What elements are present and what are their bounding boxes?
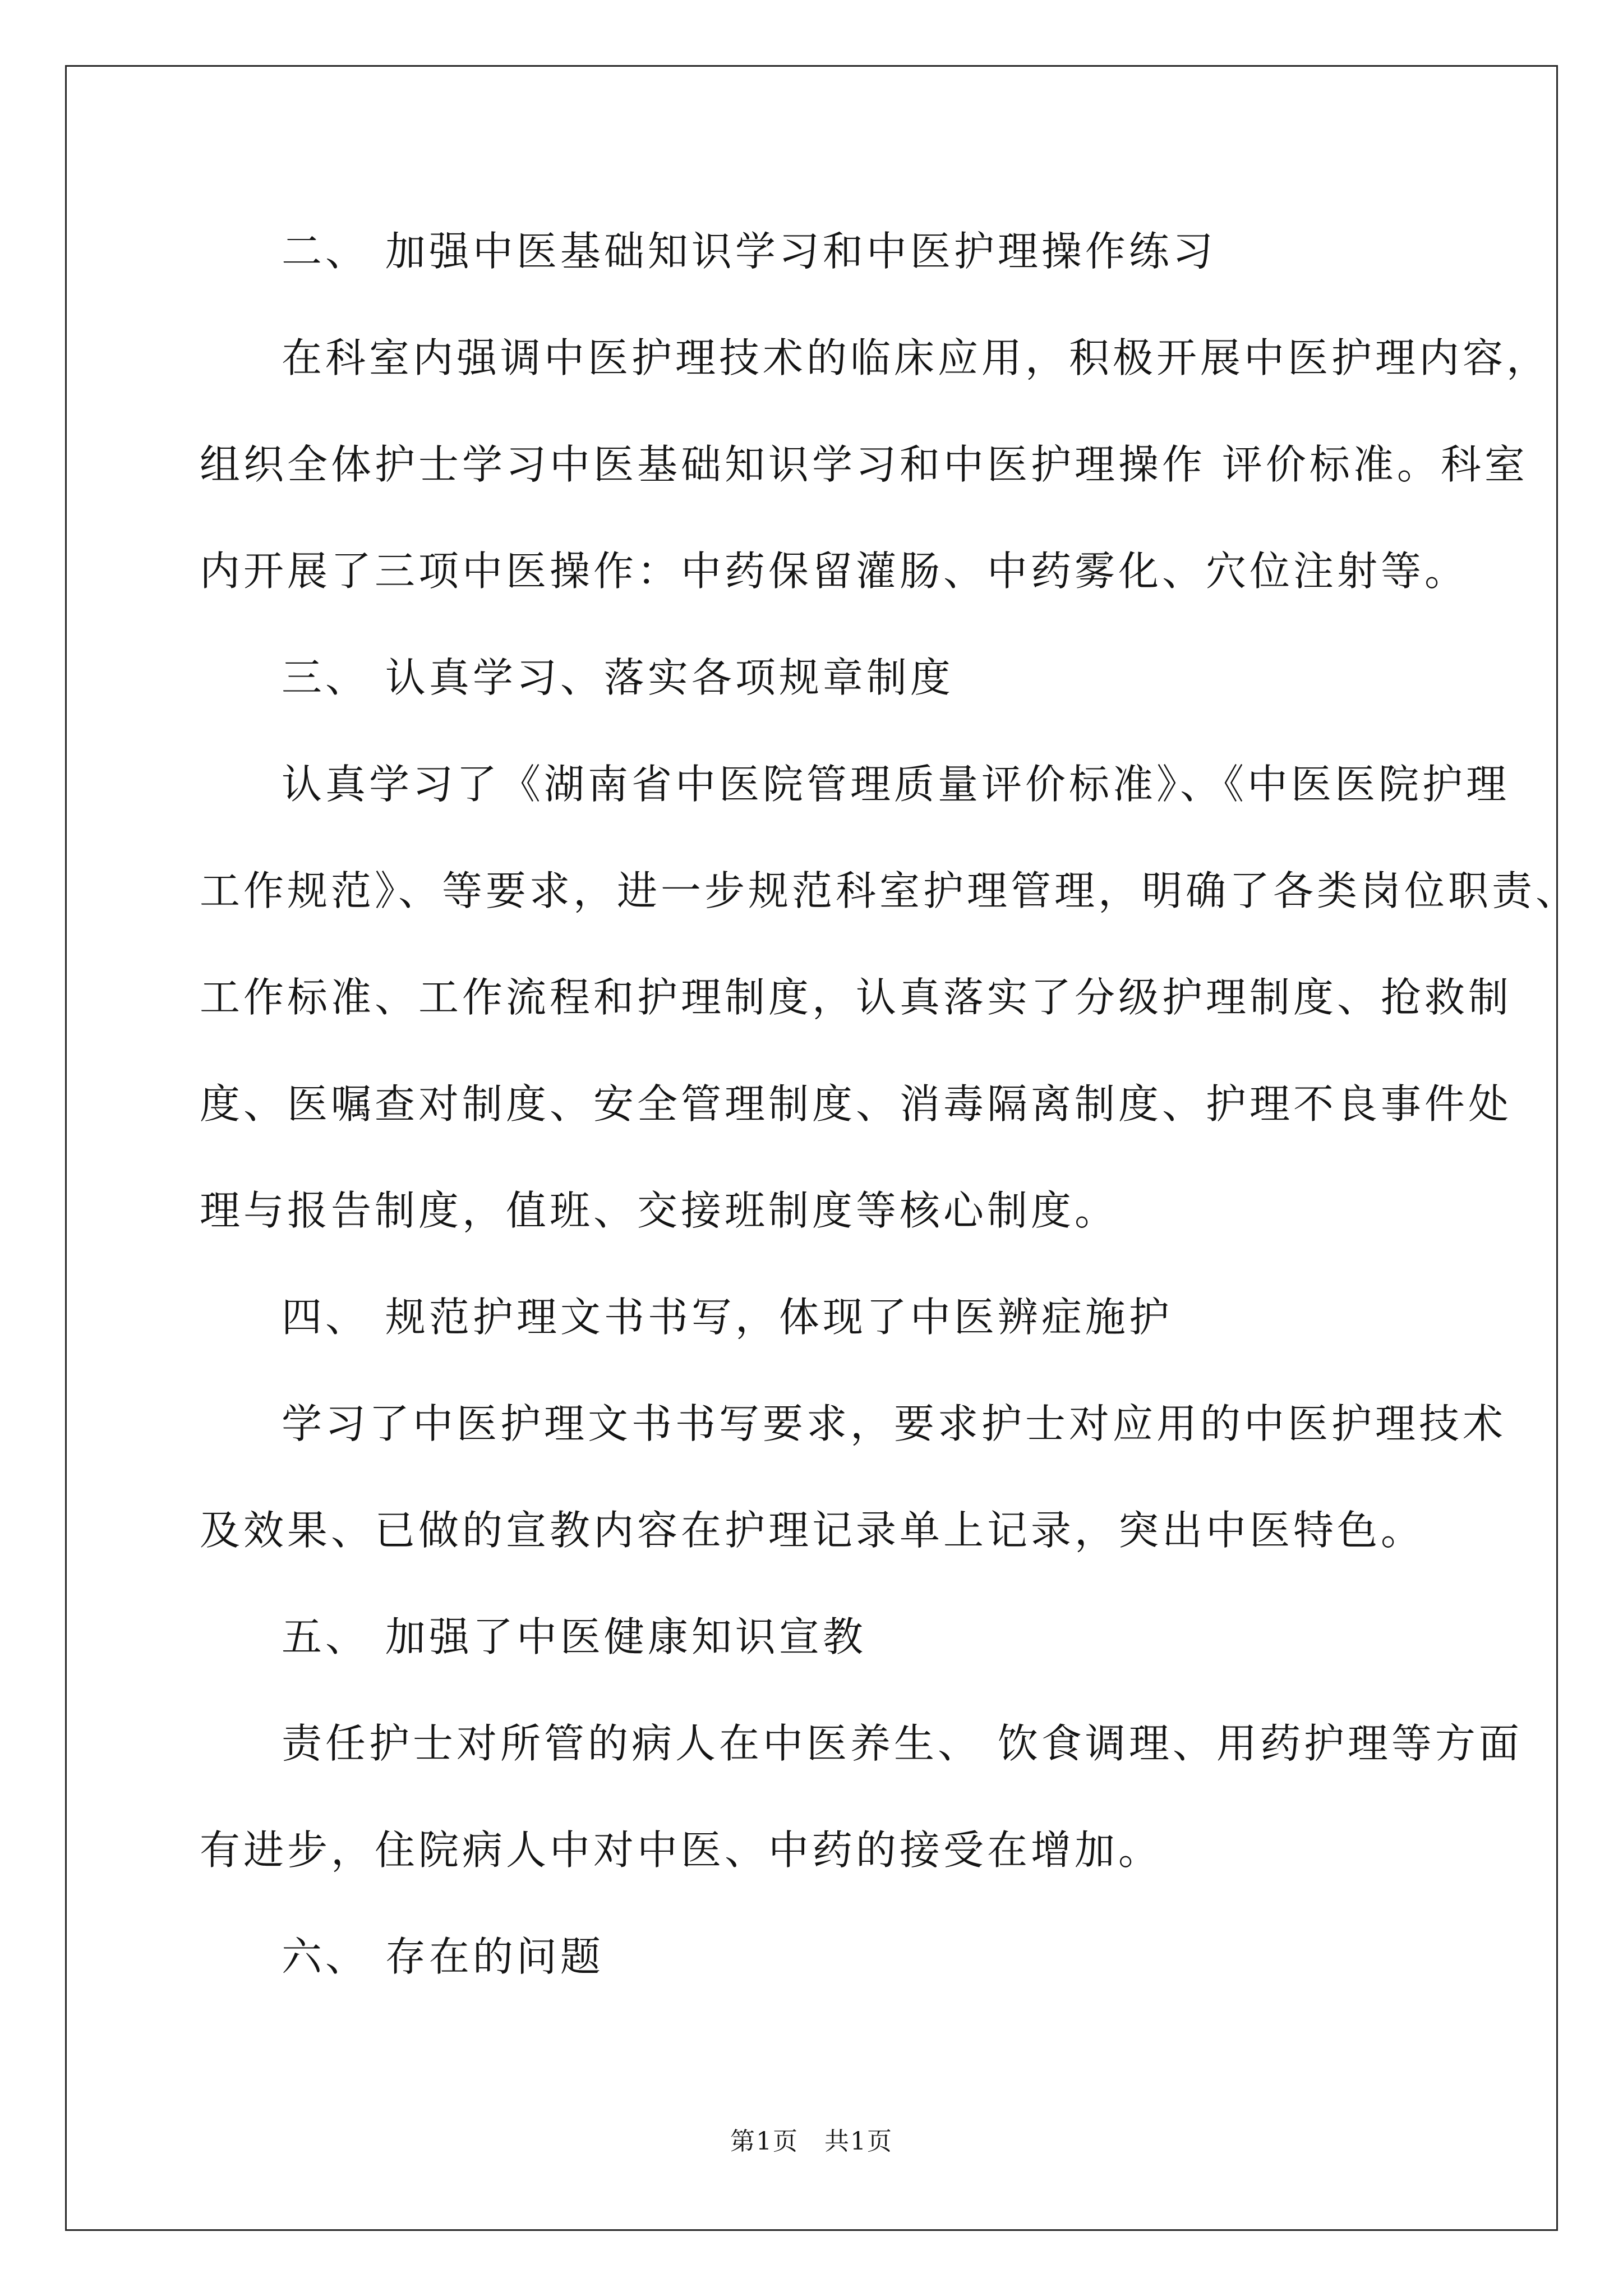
paragraph-line: 及效果、已做的宣教内容在护理记录单上记录，突出中医特色。: [200, 1507, 1425, 1554]
page-number: 第1页 共1页: [730, 2127, 893, 2156]
section-heading-3: 三、 认真学习、落实各项规章制度: [282, 654, 954, 701]
section-heading-6: 六、 存在的问题: [282, 1933, 604, 1980]
paragraph-line: 学习了中医护理文书书写要求，要求护士对应用的中医护理技术: [282, 1400, 1507, 1447]
paragraph-line: 有进步，住院病人中对中医、中药的接受在增加。: [200, 1826, 1163, 1874]
paragraph-line: 组织全体护士学习中医基础知识学习和中医护理操作 评价标准。科室: [200, 441, 1528, 488]
paragraph-line: 工作规范》、等要求，进一步规范科室护理管理，明确了各类岗位职责、: [200, 867, 1580, 914]
paragraph-line: 在科室内强调中医护理技术的临床应用，积极开展中医护理内容，: [282, 334, 1551, 381]
paragraph-line: 工作标准、工作流程和护理制度，认真落实了分级护理制度、抢救制: [200, 974, 1513, 1021]
paragraph-line: 度、医嘱查对制度、安全管理制度、消毒隔离制度、护理不良事件处: [200, 1080, 1513, 1128]
section-heading-2: 二、 加强中医基础知识学习和中医护理操作练习: [282, 228, 1216, 275]
paragraph-line: 内开展了三项中医操作：中药保留灌肠、中药雾化、穴位注射等。: [200, 547, 1469, 595]
paragraph-line: 认真学习了《湖南省中医院管理质量评价标准》、《中医医院护理: [282, 761, 1510, 808]
paragraph-line: 责任护士对所管的病人在中医养生、 饮食调理、用药护理等方面: [282, 1720, 1523, 1767]
section-heading-4: 四、 规范护理文书书写，体现了中医辨症施护: [282, 1294, 1173, 1341]
paragraph-line: 理与报告制度，值班、交接班制度等核心制度。: [200, 1187, 1119, 1234]
page-border: [65, 65, 1558, 2231]
section-heading-5: 五、 加强了中医健康知识宣教: [282, 1613, 866, 1660]
